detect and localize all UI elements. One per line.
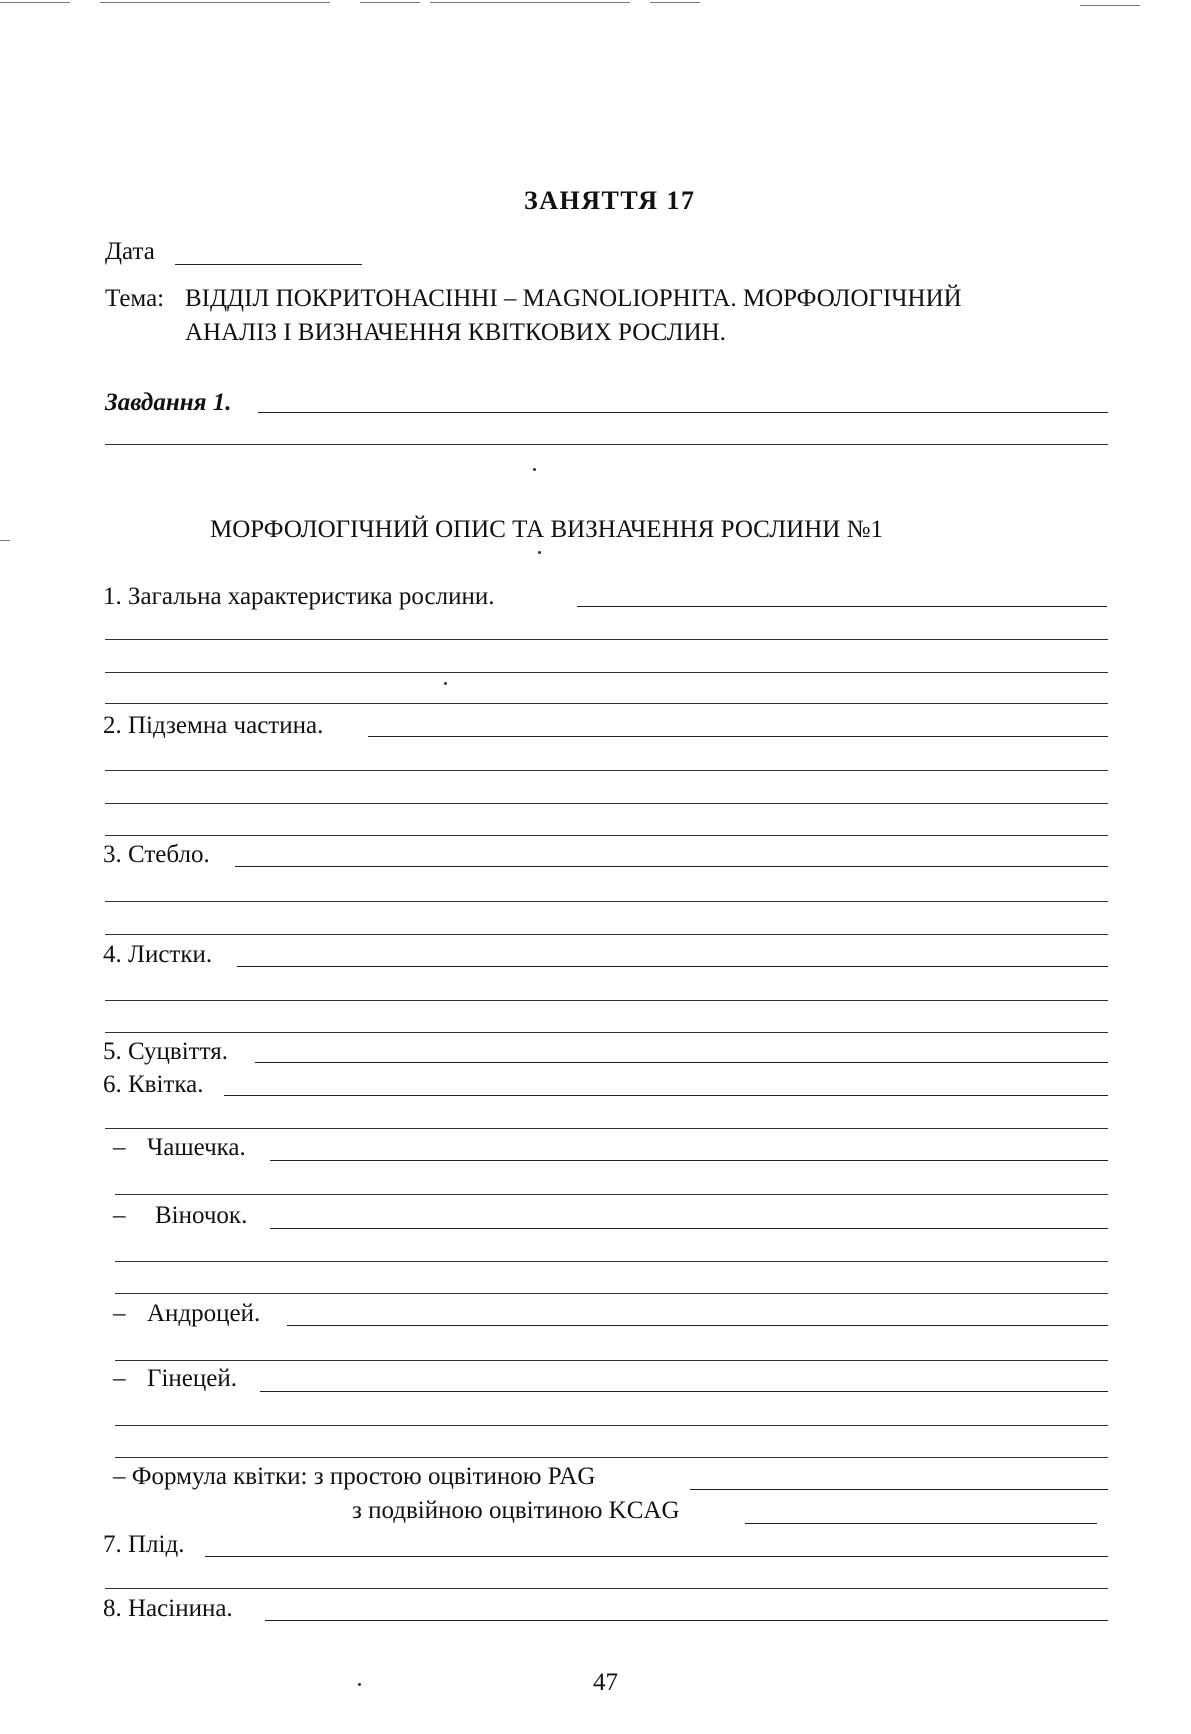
general-answer-line[interactable] xyxy=(105,672,1108,673)
gynoecium-answer-line[interactable] xyxy=(115,1457,1108,1458)
corolla-dash: – xyxy=(113,1202,126,1229)
page-number: 47 xyxy=(593,1669,618,1696)
scan-artifact-line xyxy=(650,2,700,3)
lesson-title: ЗАНЯТТЯ 17 xyxy=(524,186,696,215)
item-stem-label: 3. Стебло. xyxy=(103,841,210,868)
task-label: Завдання 1. xyxy=(105,389,232,416)
date-field[interactable] xyxy=(175,264,362,265)
scan-speck xyxy=(533,468,536,471)
item-androecium-label: Андроцей. xyxy=(147,1300,261,1327)
item-calyx-label: Чашечка. xyxy=(147,1134,246,1161)
fruit-answer-line[interactable] xyxy=(205,1556,1108,1557)
underground-answer-line[interactable] xyxy=(368,736,1108,737)
item-corolla-label: Віночок. xyxy=(155,1202,248,1229)
general-answer-line[interactable] xyxy=(105,639,1108,640)
scan-speck xyxy=(358,1683,361,1686)
corolla-answer-line[interactable] xyxy=(115,1293,1108,1294)
item-leaves-label: 4. Листки. xyxy=(103,941,213,968)
scan-speck xyxy=(444,682,447,685)
calyx-dash: – xyxy=(113,1134,126,1161)
corolla-answer-line[interactable] xyxy=(115,1261,1108,1262)
item-gynoecium-label: Гінецей. xyxy=(147,1365,237,1392)
date-label: Дата xyxy=(105,238,155,265)
inflorescence-answer-line[interactable] xyxy=(255,1062,1108,1063)
leaves-answer-line[interactable] xyxy=(237,966,1108,967)
stem-answer-line[interactable] xyxy=(105,901,1108,902)
leaves-answer-line[interactable] xyxy=(105,1000,1108,1001)
gynoecium-answer-line[interactable] xyxy=(260,1391,1108,1392)
leaves-answer-line[interactable] xyxy=(105,1032,1108,1033)
calyx-answer-line[interactable] xyxy=(115,1194,1108,1195)
stem-answer-line[interactable] xyxy=(105,934,1108,935)
scan-speck xyxy=(538,551,541,554)
topic-line-1: ВІДДІЛ ПОКРИТОНАСІННІ – MAGNOLIOPHITA. МОРФОЛОГІЧНИЙ xyxy=(185,285,962,312)
general-answer-line[interactable] xyxy=(577,606,1107,607)
androecium-dash: – xyxy=(113,1300,126,1327)
underground-answer-line[interactable] xyxy=(105,770,1108,771)
flower-answer-line[interactable] xyxy=(224,1095,1108,1096)
gynoecium-answer-line[interactable] xyxy=(115,1425,1108,1426)
scan-artifact-line xyxy=(1080,5,1140,6)
flower-answer-line[interactable] xyxy=(105,1128,1108,1129)
task-answer-line[interactable] xyxy=(258,412,1108,413)
task-answer-line[interactable] xyxy=(105,444,1108,445)
formula-double-label: з подвійною оцвітиною KCAG xyxy=(352,1497,680,1524)
scan-artifact-line xyxy=(100,2,330,3)
item-underground-label: 2. Підземна частина. xyxy=(103,712,324,739)
corolla-answer-line[interactable] xyxy=(270,1228,1108,1229)
gynoecium-dash: – xyxy=(113,1365,126,1392)
item-seed-label: 8. Насінина. xyxy=(103,1595,233,1622)
general-answer-line[interactable] xyxy=(105,703,1108,704)
seed-answer-line[interactable] xyxy=(265,1620,1108,1621)
topic-label: Тема: xyxy=(105,285,165,312)
item-flower-label: 6. Квітка. xyxy=(103,1071,204,1098)
scan-artifact-line xyxy=(360,2,420,3)
fruit-answer-line[interactable] xyxy=(105,1588,1108,1589)
scan-artifact-line xyxy=(0,2,70,3)
formula-double-line[interactable] xyxy=(745,1523,1097,1524)
item-fruit-label: 7. Плід. xyxy=(103,1531,185,1558)
section-heading: МОРФОЛОГІЧНИЙ ОПИС ТА ВИЗНАЧЕННЯ РОСЛИНИ №1 xyxy=(210,516,883,543)
formula-simple-label: – Формула квітки: з простою оцвітиною PAG xyxy=(113,1463,596,1490)
scan-artifact-line xyxy=(430,2,630,3)
formula-simple-line[interactable] xyxy=(690,1489,1108,1490)
item-inflorescence-label: 5. Суцвіття. xyxy=(103,1038,228,1065)
scan-artifact-line xyxy=(0,540,10,541)
underground-answer-line[interactable] xyxy=(105,803,1108,804)
topic-line-2: АНАЛІЗ І ВИЗНАЧЕННЯ КВІТКОВИХ РОСЛИН. xyxy=(185,319,726,346)
calyx-answer-line[interactable] xyxy=(270,1160,1108,1161)
stem-answer-line[interactable] xyxy=(235,866,1108,867)
underground-answer-line[interactable] xyxy=(105,835,1108,836)
androecium-answer-line[interactable] xyxy=(287,1325,1108,1326)
item-general-label: 1. Загальна характеристика рослини. xyxy=(103,583,495,610)
androecium-answer-line[interactable] xyxy=(115,1360,1108,1361)
